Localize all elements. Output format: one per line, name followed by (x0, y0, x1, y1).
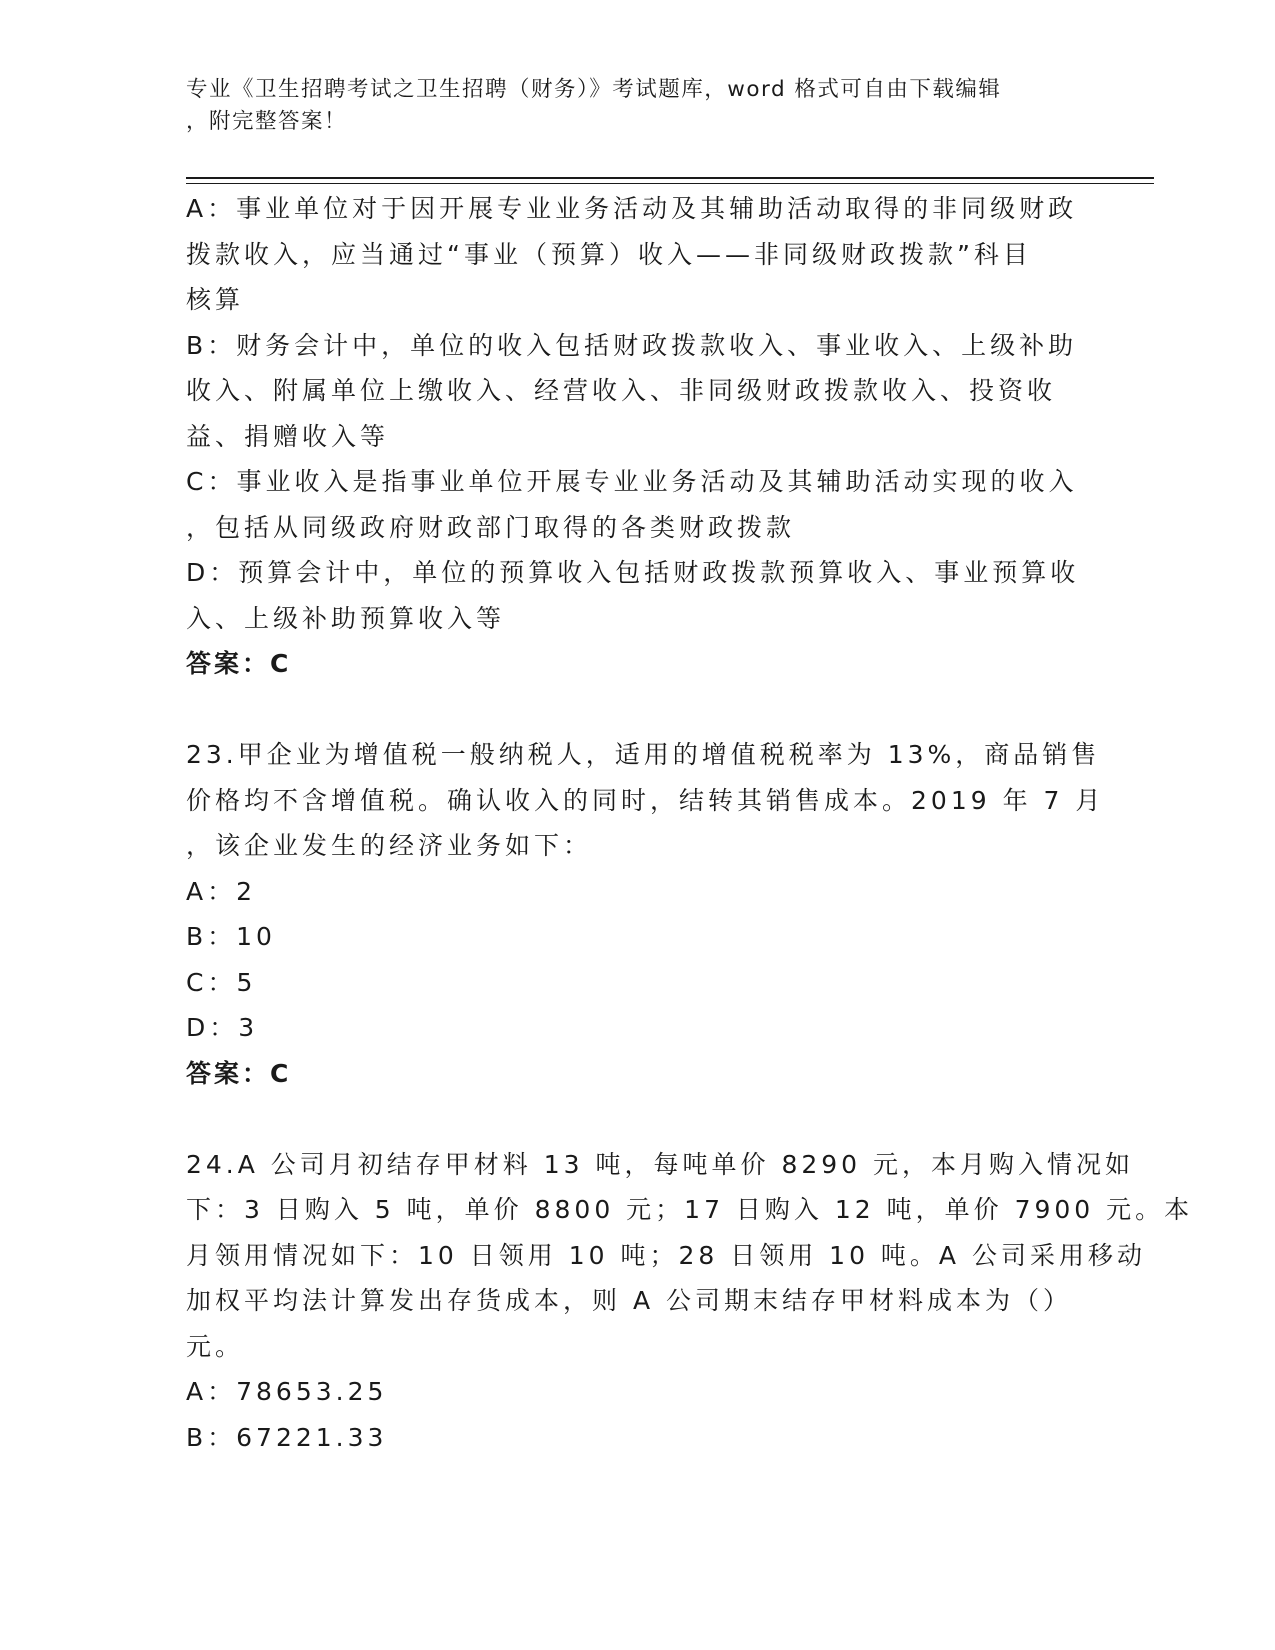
stem-line: 下：3 日购入 5 吨，单价 8800 元；17 日购入 12 吨，单价 7900 元。本 (186, 1195, 1194, 1224)
document-body (186, 186, 1194, 1460)
question-spacer (186, 1096, 1076, 1142)
option-c (186, 459, 1076, 550)
stem-line: 23.甲企业为增值税一般纳税人，适用的增值税税率为 13%，商品销售 (186, 740, 1101, 769)
header-divider-thin (186, 183, 1154, 184)
option-d: D：3 (186, 1013, 259, 1042)
option-d (186, 550, 1080, 641)
stem-line: 元。 (186, 1331, 245, 1361)
option-b: B：10 (186, 922, 276, 951)
option-line: 益、捐赠收入等 (186, 421, 390, 451)
option-line: 收入、附属单位上缴收入、经营收入、非同级财政拨款收入、投资收 (186, 376, 1057, 405)
answer-label: 答案：C (186, 1058, 292, 1088)
option-line: D：预算会计中，单位的预算收入包括财政拨款预算收入、事业预算收 (186, 558, 1080, 587)
stem-line: ，该企业发生的经济业务如下： (186, 831, 593, 860)
question-stem (186, 1142, 1194, 1370)
option-line: B：财务会计中，单位的收入包括财政拨款收入、事业收入、上级补助 (186, 330, 1078, 360)
document-header (186, 74, 1076, 138)
stem-line: 月领用情况如下：10 日领用 10 吨；28 日领用 10 吨。A 公司采用移动 (186, 1240, 1146, 1270)
option-line: ，包括从同级政府财政部门取得的各类财政拨款 (186, 512, 796, 542)
option-b (186, 323, 1076, 460)
option-c: C：5 (186, 967, 257, 997)
option-line: 拨款收入，应当通过“事业（预算）收入——非同级财政拨款”科目 (186, 239, 1032, 269)
header-divider (186, 177, 1154, 179)
stem-line: 24.A 公司月初结存甲材料 13 吨，每吨单价 8290 元，本月购入情况如 (186, 1149, 1135, 1179)
option-a (186, 186, 1076, 323)
header-line: ，附完整答案！ (186, 109, 348, 134)
option-line: A：事业单位对于因开展专业业务活动及其辅助活动取得的非同级财政 (186, 194, 1078, 223)
option-a: A：78653.25 (186, 1377, 388, 1406)
question-spacer (186, 687, 1076, 733)
question-24 (186, 1142, 1194, 1461)
question-22 (186, 186, 1080, 687)
stem-line: 价格均不含增值税。确认收入的同时，结转其销售成本。2019 年 7 月 (186, 785, 1105, 815)
stem-line: 加权平均法计算发出存货成本，则 A 公司期末结存甲材料成本为（） (186, 1286, 1072, 1315)
option-line: 入、上级补助预算收入等 (186, 603, 506, 633)
header-line: 专业《卫生招聘考试之卫生招聘（财务）》考试题库，word 格式可自由下载编辑 (186, 77, 1002, 102)
option-a: A：2 (186, 876, 257, 906)
question-23 (186, 732, 1105, 1096)
option-line: C：事业收入是指事业单位开展专业业务活动及其辅助活动实现的收入 (186, 467, 1078, 496)
option-b: B：67221.33 (186, 1422, 388, 1452)
answer-label: 答案：C (186, 649, 292, 678)
question-stem (186, 732, 1105, 869)
option-line: 核算 (186, 285, 245, 314)
